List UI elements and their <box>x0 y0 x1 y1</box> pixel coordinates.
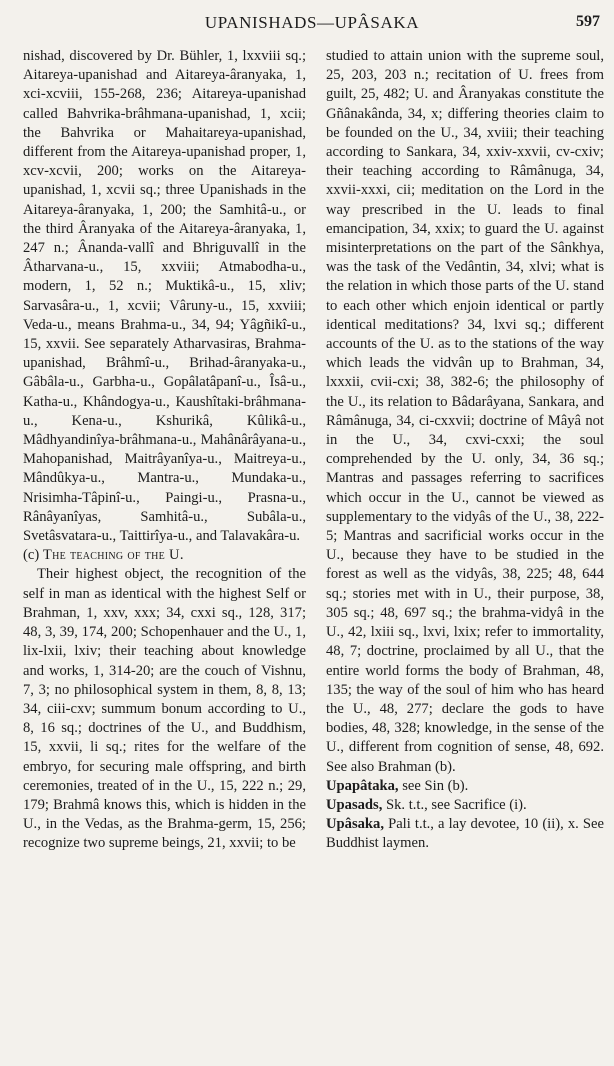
index-entry-upasads <box>326 796 604 815</box>
running-title: UPANISHADS—UPÂSAKA <box>204 13 420 32</box>
entry-headword: Upasads, <box>326 796 383 813</box>
entry-headword: Upâsaka, <box>326 816 384 833</box>
entry-text: see Sin (b). <box>398 777 469 794</box>
index-entry-upapataka <box>326 777 604 796</box>
entry-text: Sk. t.t., see Sacrifice (i). <box>382 796 527 813</box>
teaching-paragraph: Their highest object, the recognition of the self in man as identical with the highest Self or Brahman, 1, xxv, xxx; 34, cxxi sq., 128, 317; 48, 3, 39, 174, 200; Schopenhauer and the U., 1, lix-lxii, lxiv; their teaching about knowledge and works, 1, 314-20; are the couch of Vishnu, 7, 3; no philosophical system in them, 8, 8, 13; 34, ciii-cxv; summum bonum according to U., 8, 16 sq.; doctrines of the U., and Buddhism, 15, xxvii, li sq.; rites for the welfare of the embryo, for securing male offspring, and birth ceremonies, treated of in the U., 15, 222 n.; 29, 179; Brahmâ knows this, which is hidden in the U., in the Vedas, as the Brahma-germ, 15, 256; recognize two supreme beings, 21, xxvii; to be <box>23 566 306 852</box>
section-label: (c) <box>23 547 40 564</box>
teaching-paragraph-continuation: studied to attain union with the supreme soul, 25, 203, 203 n.; recitation of U. frees from guilt, 25, 482; U. and Âranyakas constitute the Gñânakânda, 34, x; differing theories claim to be founded on the U., 34, xviii; their teaching according to Sankara, 34, xxiv-xxvii, cv-cxiv; their teaching according to Râmânuga, 34, xxvii-xxxi, cii; meditation on the Lord in the way prescribed in the U. leads to final emancipation, 34, xxix; to guard the U. against misinterpretations on the part of the Sânkhya, was the task of the Vedântin, 34, xlvi; what is the relation in which those parts of the U. stand to each other which enjoin identical or partly identical meditations? 34, lxvi sq.; different accounts of the U. as to the stations of the way which leads the vidvân up to Brahman, 34, lxxxii, cvii-cxi; 38, 382-6; the philosophy of the U., its relation to Bâdarâyana, Sankara, and Râmânuga, 34, ci-cxxvii; doctrine of Mâyâ not in the U., 34, cxvi-cxxi; the soul comprehended by the U. only, 34, 36 sq.; Mantras and passages referring to sacrifices which occur in the U., cannot be viewed as supplementary to the vidyâs of the U., 38, 222-5; Mantras and sacrificial works occur in the U., because they have to be studied in the forest as well as the vidyâs, 38, 225; 48, 644 sq.; stories met with in U., their purpose, 38, 305 sq.; 48, 697 sq.; the brahma-vidyâ in the U., 42, lxiii sq., lxvi, lxix; refer to immortality, 48, 7; doctrine, proclaimed by all U., that the entire world forms the body of Brahman, 48, 135; the way of the soul of him who has heard the U., 48, 277; declare the gods to have bodies, 48, 328; knowledge, in the sense of the U., different from cognition of sense, 48, 692. See also Brahman (b). <box>326 48 604 775</box>
left-column <box>23 47 306 854</box>
upanishad-entry-continuation: nishad, discovered by Dr. Bühler, 1, lxxviii sq.; Aitareya-upanishad and Aitareya-âranyaka, 1, xci-xcviii, 155-268, 236; Aitareya-upanishad called Bahvrika-brâhmana-upanishad, 1, xcii; the Bahvrika or Mahaitareya-upanishad, different from the Aitareya-upanishad proper, 1, xcv-xcvii, 200; works on the Aitareya-upanishad, 1, xcvii sq.; three Upanishads in the Aitareya-âranyaka, 1, 200; the Samhitâ-u., or the third Âranyaka of the Aitareya-âranyaka, 1, 247 n.; Ânanda-vallî and Bhriguvallî in the Âtharvana-u., 15, xxviii; Atmabodha-u., modern, 1, 52 n.; Muktikâ-u., 15, xliv; Sarvasâra-u., 1, xcvii; Vâruny-u., 15, xxviii; Veda-u., means Brahma-u., 34, 94; Yâgñikî-u., 15, xxvii. See separately Atharvasiras, Brahma-upanishad, Brâhmî-u., Brihad-âranyaka-u., Gâbâla-u., Garbha-u., Gopâlatâpanî-u., Îsâ-u., Katha-u., Khândogya-u., Kaushîtaki-brâhmana-u., Kena-u., Kshurikâ, Kûlikâ-u., Mâdhyandinîya-brâhmana-u., Mahânârâyana-u., Mahopanishad, Maitrâyanîya-u., Maitreya-u., Mândûkya-u., Mantra-u., Mundaka-u., Nrisimha-Tâpinî-u., Paingi-u., Prasna-u., Rânâyanîyas, Samhitâ-u., Subâla-u., Svetâsvatara-u., Taittirîya-u., and Talavakâra-u. <box>23 48 306 545</box>
page-number: 597 <box>576 13 600 30</box>
entry-text: Pali t.t., a lay devotee, 10 (ii), x. See Buddhist laymen. <box>326 816 604 852</box>
section-title: The teaching of the U. <box>42 547 184 564</box>
right-column <box>326 47 604 854</box>
index-entry-upasaka <box>326 815 604 853</box>
section-heading-teaching <box>23 546 306 565</box>
entry-headword: Upapâtaka, <box>326 777 399 794</box>
page-header <box>24 12 600 34</box>
